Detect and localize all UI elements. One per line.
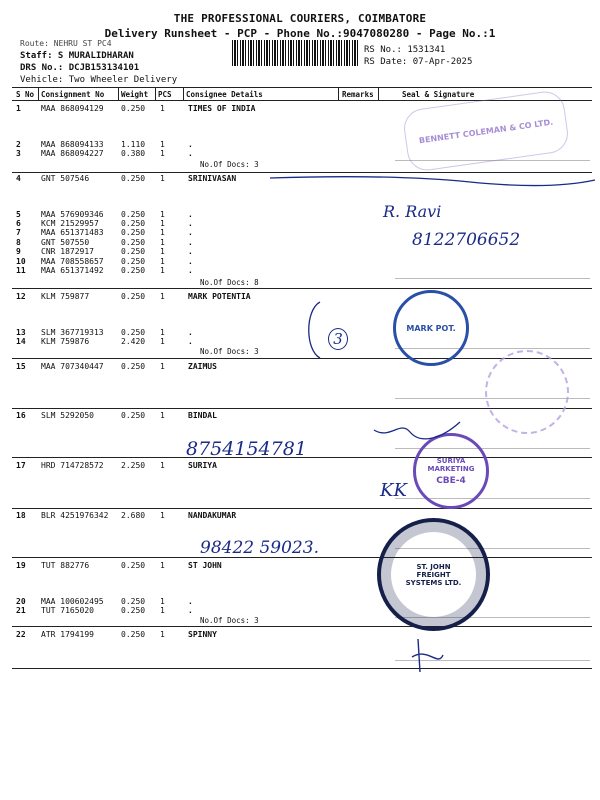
row-consignee: .: [188, 337, 193, 346]
route-line: Route: NEHRU ST PC4: [20, 39, 112, 48]
row-pcs: 1: [160, 606, 165, 615]
row-pcs: 1: [160, 597, 165, 606]
handwritten-signature: R. Ravi: [383, 202, 442, 221]
bennett-stamp-text: BENNETT COLEMAN & CO LTD.: [418, 117, 554, 145]
row-pcs: 1: [160, 411, 165, 420]
barcode: [232, 40, 358, 66]
row-weight: 0.250: [121, 630, 146, 639]
drs-line: DRS No.: DCJB153134101: [20, 63, 140, 73]
row-sno: 10: [16, 257, 26, 266]
row-pcs: 1: [160, 461, 165, 470]
handwritten-phone: 8754154781: [186, 438, 307, 460]
runsheet-subtitle: Delivery Runsheet - PCP - Phone No.:9047080280 - Page No.:1: [104, 27, 496, 40]
st-john-stamp: [377, 518, 490, 631]
row-pcs: 1: [160, 292, 165, 301]
row-consignment: KLM 759877: [41, 292, 90, 301]
row-weight: 0.250: [121, 210, 146, 219]
row-consignment: TUT 7165020: [41, 606, 94, 615]
handwritten-signature-mark: [408, 637, 448, 677]
row-consignee: TIMES OF INDIA: [188, 104, 256, 113]
row-pcs: 1: [160, 630, 165, 639]
row-sno: 16: [16, 411, 26, 420]
col-divider: [183, 88, 184, 100]
row-weight: 0.250: [121, 247, 146, 256]
mark-stamp-text: MARK POT.: [406, 323, 456, 333]
row-sno: 6: [16, 219, 21, 228]
row-pcs: 1: [160, 511, 165, 520]
row-consignment: MAA 576909346: [41, 210, 104, 219]
row-sno: 18: [16, 511, 26, 520]
row-consignment: SLM 5292050: [41, 411, 94, 420]
row-consignment: MAA 651371483: [41, 228, 104, 237]
row-sno: 22: [16, 630, 26, 639]
row-sno: 4: [16, 174, 21, 183]
row-consignee: .: [188, 238, 193, 247]
row-consignee: .: [188, 247, 193, 256]
row-sno: 21: [16, 606, 26, 615]
row-consignment: MAA 708558657: [41, 257, 104, 266]
row-consignee: .: [188, 597, 193, 606]
row-weight: 0.250: [121, 257, 146, 266]
col-header-consignee: Consignee Details: [186, 90, 263, 99]
vehicle-line: Vehicle: Two Wheeler Delivery: [20, 75, 178, 85]
row-consignee: .: [188, 266, 193, 275]
row-weight: 2.250: [121, 461, 146, 470]
row-weight: 0.250: [121, 606, 146, 615]
row-sno: 7: [16, 228, 21, 237]
row-consignee: .: [188, 219, 193, 228]
row-sno: 3: [16, 149, 21, 158]
row-pcs: 1: [160, 337, 165, 346]
pen-stroke: [270, 172, 600, 192]
row-consignee: BINDAL: [188, 411, 217, 420]
row-consignment: MAA 868094129: [41, 104, 104, 113]
col-divider: [38, 88, 39, 100]
row-sno: 13: [16, 328, 26, 337]
row-consignee: NANDAKUMAR: [188, 511, 237, 520]
row-consignment: BLR 4251976342: [41, 511, 109, 520]
row-sno: 12: [16, 292, 26, 301]
row-consignee: SURIYA: [188, 461, 217, 470]
suriya-stamp-text: SURIYA MARKETING: [427, 456, 475, 473]
row-consignment: HRD 714728572: [41, 461, 104, 470]
row-sno: 19: [16, 561, 26, 570]
col-header-seal: Seal & Signature: [402, 90, 475, 99]
faded-stamp: [485, 350, 569, 434]
row-pcs: 1: [160, 247, 165, 256]
row-sno: 11: [16, 266, 26, 275]
stjohn-stamp-text: ST. JOHN FREIGHT SYSTEMS LTD.: [405, 562, 462, 587]
col-header-pcs: PCS: [158, 90, 172, 99]
row-consignment: MAA 100602495: [41, 597, 104, 606]
rs-number: RS No.: 1531341: [364, 45, 446, 55]
row-consignment: GNT 507546: [41, 174, 90, 183]
row-sno: 1: [16, 104, 21, 113]
row-consignee: ST JOHN: [188, 561, 222, 570]
doc-count: No.Of Docs: 3: [200, 347, 259, 356]
row-consignee: ZAIMUS: [188, 362, 217, 371]
mark-potentia-stamp: [393, 290, 469, 366]
row-consignee: .: [188, 210, 193, 219]
row-pcs: 1: [160, 266, 165, 275]
row-weight: 2.420: [121, 337, 146, 346]
row-consignment: MAA 868094227: [41, 149, 104, 158]
row-consignee: .: [188, 149, 193, 158]
row-pcs: 1: [160, 219, 165, 228]
row-weight: 0.250: [121, 228, 146, 237]
row-sno: 14: [16, 337, 26, 346]
row-pcs: 1: [160, 228, 165, 237]
col-header-weight: Weight: [121, 90, 149, 99]
row-sno: 2: [16, 140, 21, 149]
row-sno: 17: [16, 461, 26, 470]
col-header-remarks: Remarks: [342, 90, 374, 99]
signature-rule: [395, 278, 590, 279]
col-header-sno: S No: [16, 90, 35, 99]
row-consignee: SRINIVASAN: [188, 174, 237, 183]
row-weight: 0.250: [121, 328, 146, 337]
row-consignment: TUT 882776: [41, 561, 90, 570]
handwritten-phone: 98422 59023.: [200, 538, 319, 558]
group-rule: [12, 668, 592, 669]
row-pcs: 1: [160, 104, 165, 113]
row-consignee: .: [188, 606, 193, 615]
row-consignee: SPINNY: [188, 630, 217, 639]
col-divider: [118, 88, 119, 100]
row-weight: 0.250: [121, 238, 146, 247]
bracket-mark: [300, 300, 330, 360]
row-pcs: 1: [160, 328, 165, 337]
col-header-consignment: Consignment No: [41, 90, 105, 99]
row-weight: 0.250: [121, 174, 146, 183]
row-weight: 0.250: [121, 362, 146, 371]
row-sno: 5: [16, 210, 21, 219]
row-pcs: 1: [160, 257, 165, 266]
company-title: THE PROFESSIONAL COURIERS, COIMBATORE: [173, 12, 427, 25]
row-pcs: 1: [160, 149, 165, 158]
row-sno: 20: [16, 597, 26, 606]
doc-count: No.Of Docs: 3: [200, 160, 259, 169]
row-consignment: CNR 1872917: [41, 247, 94, 256]
row-consignee: .: [188, 328, 193, 337]
row-pcs: 1: [160, 238, 165, 247]
row-pcs: 1: [160, 140, 165, 149]
doc-count: No.Of Docs: 3: [200, 616, 259, 625]
row-weight: 2.680: [121, 511, 146, 520]
row-sno: 15: [16, 362, 26, 371]
group-rule: [12, 288, 592, 289]
handwritten-phone: 8122706652: [412, 230, 521, 250]
handwritten-scribble: [370, 410, 480, 450]
row-weight: 0.380: [121, 149, 146, 158]
col-divider: [378, 88, 379, 100]
row-consignment: MAA 651371492: [41, 266, 104, 275]
col-divider: [155, 88, 156, 100]
row-consignment: KLM 759876: [41, 337, 90, 346]
doc-count: No.Of Docs: 8: [200, 278, 259, 287]
row-consignment: ATR 1794199: [41, 630, 94, 639]
row-weight: 0.250: [121, 266, 146, 275]
row-pcs: 1: [160, 362, 165, 371]
header-top-rule: [12, 87, 592, 88]
row-weight: 0.250: [121, 292, 146, 301]
row-consignee: .: [188, 140, 193, 149]
row-consignment: KCM 21529957: [41, 219, 99, 228]
circled-number: 3: [328, 328, 348, 350]
row-consignment: GNT 507550: [41, 238, 90, 247]
group-rule: [12, 626, 592, 627]
row-sno: 9: [16, 247, 21, 256]
row-consignment: SLM 367719313: [41, 328, 104, 337]
row-consignment: MAA 868094133: [41, 140, 104, 149]
handwritten-initials: KK: [380, 480, 407, 501]
staff-line: Staff: S MURALIDHARAN: [20, 51, 134, 61]
row-consignee: .: [188, 257, 193, 266]
row-weight: 1.110: [121, 140, 146, 149]
row-pcs: 1: [160, 174, 165, 183]
col-divider: [338, 88, 339, 100]
row-consignment: MAA 707340447: [41, 362, 104, 371]
row-weight: 0.250: [121, 104, 146, 113]
rs-date: RS Date: 07-Apr-2025: [364, 57, 473, 67]
row-pcs: 1: [160, 561, 165, 570]
group-rule: [12, 508, 592, 509]
row-pcs: 1: [160, 210, 165, 219]
row-weight: 0.250: [121, 411, 146, 420]
suriya-stamp-city: CBE-4: [436, 475, 466, 486]
row-weight: 0.250: [121, 219, 146, 228]
row-weight: 0.250: [121, 597, 146, 606]
row-consignee: .: [188, 228, 193, 237]
row-weight: 0.250: [121, 561, 146, 570]
row-consignee: MARK POTENTIA: [188, 292, 251, 301]
row-sno: 8: [16, 238, 21, 247]
